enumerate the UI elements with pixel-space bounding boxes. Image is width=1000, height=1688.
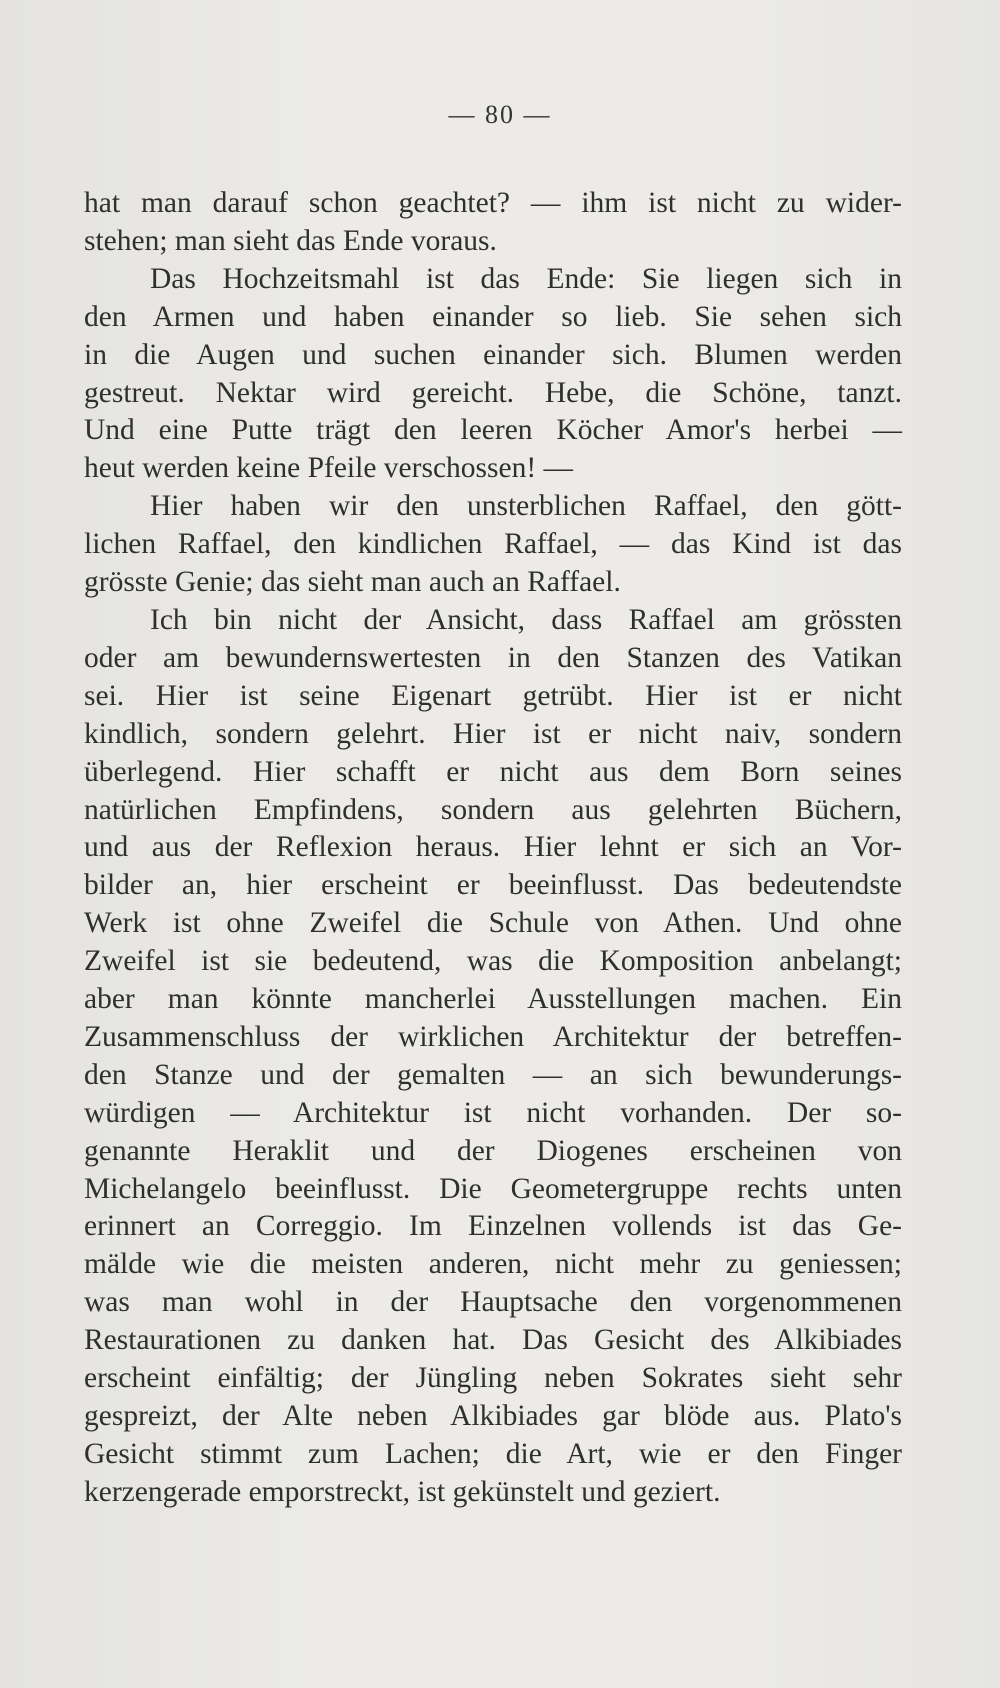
text-line: den Stanze und der gemalten — an sich bewunderungs-: [84, 1058, 902, 1091]
text-line: in die Augen und suchen einander sich. Blumen werden: [84, 338, 902, 371]
text-line: oder am bewundernswertesten in den Stanzen des Vatikan: [84, 641, 902, 674]
text-line: hat man darauf schon geachtet? — ihm ist nicht zu wider-: [84, 187, 902, 219]
text-line: aber man könnte mancherlei Ausstellungen machen. Ein: [84, 983, 902, 1016]
text-line: Zusammenschluss der wirklichen Architektur der betreffen-: [84, 1020, 902, 1053]
text-line: Ich bin nicht der Ansicht, dass Raffael am grössten: [150, 603, 902, 636]
text-line: gestreut. Nektar wird gereicht. Hebe, die Schöne, tanzt.: [84, 376, 902, 409]
text-line: kerzengerade emporstreckt, ist gekünstelt und geziert.: [84, 1475, 721, 1508]
text-line: überlegend. Hier schafft er nicht aus dem Born seines: [84, 755, 902, 788]
text-line: stehen; man sieht das Ende voraus.: [84, 224, 497, 257]
text-line: gespreizt, der Alte neben Alkibiades gar blöde aus. Plato's: [84, 1400, 902, 1432]
text-line: grösste Genie; das sieht man auch an Raffael.: [84, 566, 621, 599]
text-line: genannte Heraklit und der Diogenes erscheinen von: [84, 1134, 902, 1167]
text-line: Restaurationen zu danken hat. Das Gesicht des Alkibiades: [84, 1324, 902, 1357]
page-number: — 80 —: [448, 100, 552, 129]
text-line: heut werden keine Pfeile verschossen! —: [84, 452, 574, 485]
text-line: Michelangelo beeinflusst. Die Geometergruppe rechts unten: [84, 1172, 902, 1205]
text-line: bilder an, hier erscheint er beeinflusst. Das bedeutendste: [84, 869, 902, 902]
text-line: was man wohl in der Hauptsache den vorgenommenen: [84, 1286, 902, 1319]
body-text: [84, 185, 902, 1512]
text-line: Zweifel ist sie bedeutend, was die Komposition anbelangt;: [84, 945, 902, 978]
text-line: erinnert an Correggio. Im Einzelnen vollends ist das Ge-: [84, 1210, 902, 1243]
text-line: erscheint einfältig; der Jüngling neben Sokrates sieht sehr: [84, 1362, 902, 1395]
text-line: sei. Hier ist seine Eigenart getrübt. Hier ist er nicht: [84, 679, 902, 712]
text-line: Gesicht stimmt zum Lachen; die Art, wie er den Finger: [84, 1437, 902, 1470]
text-line: und aus der Reflexion heraus. Hier lehnt er sich an Vor-: [84, 831, 902, 864]
text-line: den Armen und haben einander so lieb. Sie sehen sich: [84, 300, 902, 333]
text-line: würdigen — Architektur ist nicht vorhanden. Der so-: [84, 1096, 902, 1129]
text-line: natürlichen Empfindens, sondern aus gelehrten Büchern,: [84, 793, 902, 826]
text-line: Werk ist ohne Zweifel die Schule von Athen. Und ohne: [84, 907, 902, 940]
text-line: Hier haben wir den unsterblichen Raffael, den gött-: [150, 490, 902, 523]
text-line: kindlich, sondern gelehrt. Hier ist er nicht naiv, sondern: [84, 717, 902, 750]
text-line: Das Hochzeitsmahl ist das Ende: Sie liegen sich in: [150, 262, 902, 295]
text-line: mälde wie die meisten anderen, nicht mehr zu geniessen;: [84, 1248, 902, 1281]
text-line: lichen Raffael, den kindlichen Raffael, — das Kind ist das: [84, 528, 902, 561]
text-line: Und eine Putte trägt den leeren Köcher Amor's herbei —: [84, 414, 902, 447]
